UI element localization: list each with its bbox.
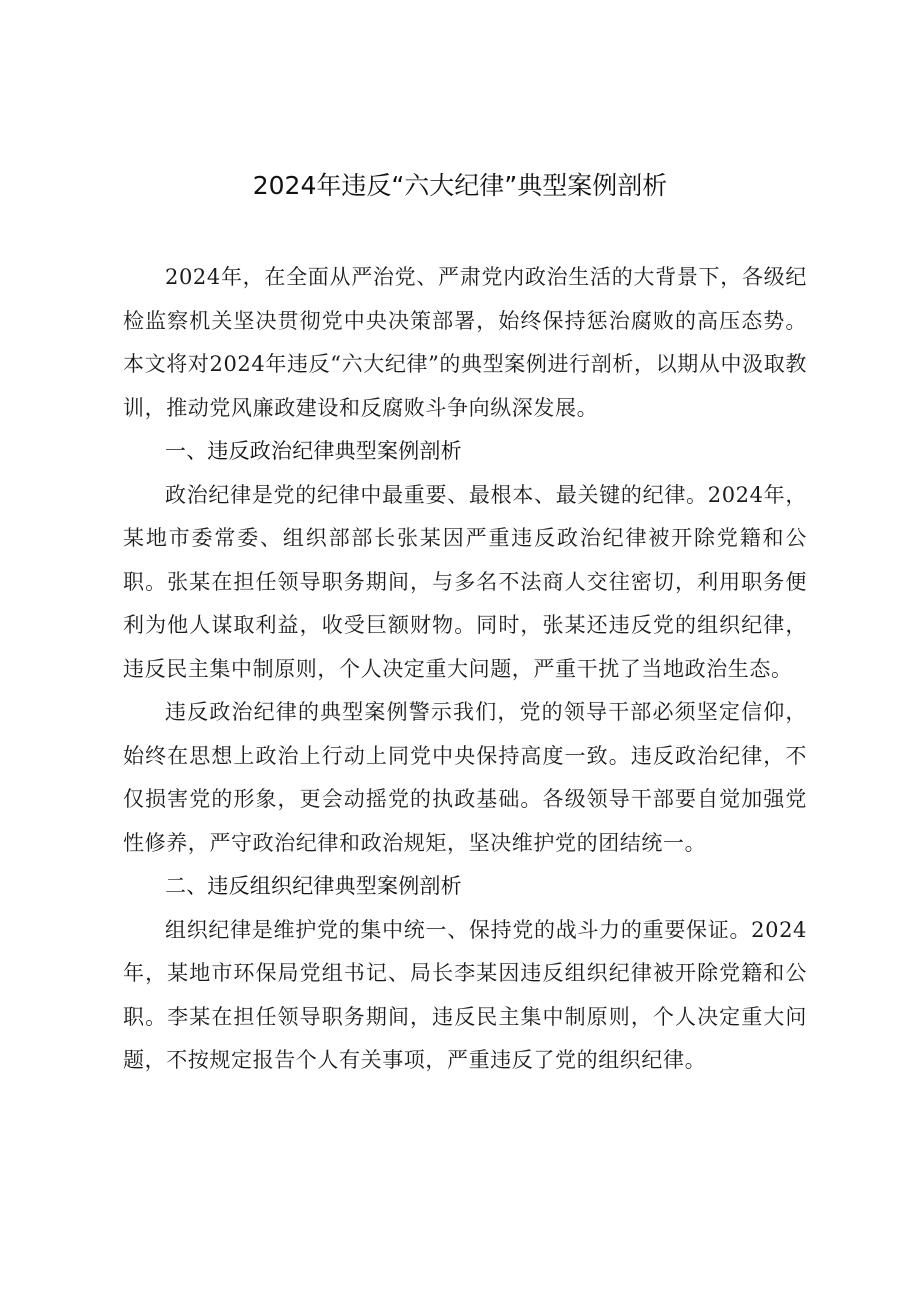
section-2-paragraph-1: 组织纪律是维护党的集中统一、保持党的战斗力的重要保证。2024年，某地市环保局党组书记、局长李某因违反组织纪律被开除党籍和公职。李某在担任领导职务期间，违反民主集中制原则，个人决定重大问题，不按规定报告个人有关事项，严重违反了党的组织纪律。: [123, 917, 807, 1072]
section-1-heading: 一、违反政治纪律典型案例剖析: [165, 439, 462, 463]
section-1-paragraph-2: 违反政治纪律的典型案例警示我们，党的领导干部必须坚定信仰，始终在思想上政治上行动上同党中央保持高度一致。违反政治纪律，不仅损害党的形象，更会动摇党的执政基础。各级领导干部要自觉加强党性修养，严守政治纪律和政治规矩，坚决维护党的团结统一。: [123, 700, 807, 855]
intro-paragraph: 2024年，在全面从严治党、严肃党内政治生活的大背景下，各级纪检监察机关坚决贯彻党中央决策部署，始终保持惩治腐败的高压态势。本文将对2024年违反“六大纪律”的典型案例进行剖析，以期从中汲取教训，推动党风廉政建设和反腐败斗争向纵深发展。: [123, 265, 807, 420]
section-1-paragraph-1: 政治纪律是党的纪律中最重要、最根本、最关键的纪律。2024年，某地市委常委、组织部部长张某因严重违反政治纪律被开除党籍和公职。张某在担任领导职务期间，与多名不法商人交往密切，利用职务便利为他人谋取利益，收受巨额财物。同时，张某还违反党的组织纪律，违反民主集中制原则，个人决定重大问题，严重干扰了当地政治生态。: [123, 482, 807, 681]
section-2-heading: 二、违反组织纪律典型案例剖析: [165, 874, 462, 898]
document-title: 2024年违反“六大纪律”典型案例剖析: [252, 171, 668, 200]
document-body: [123, 256, 807, 1083]
